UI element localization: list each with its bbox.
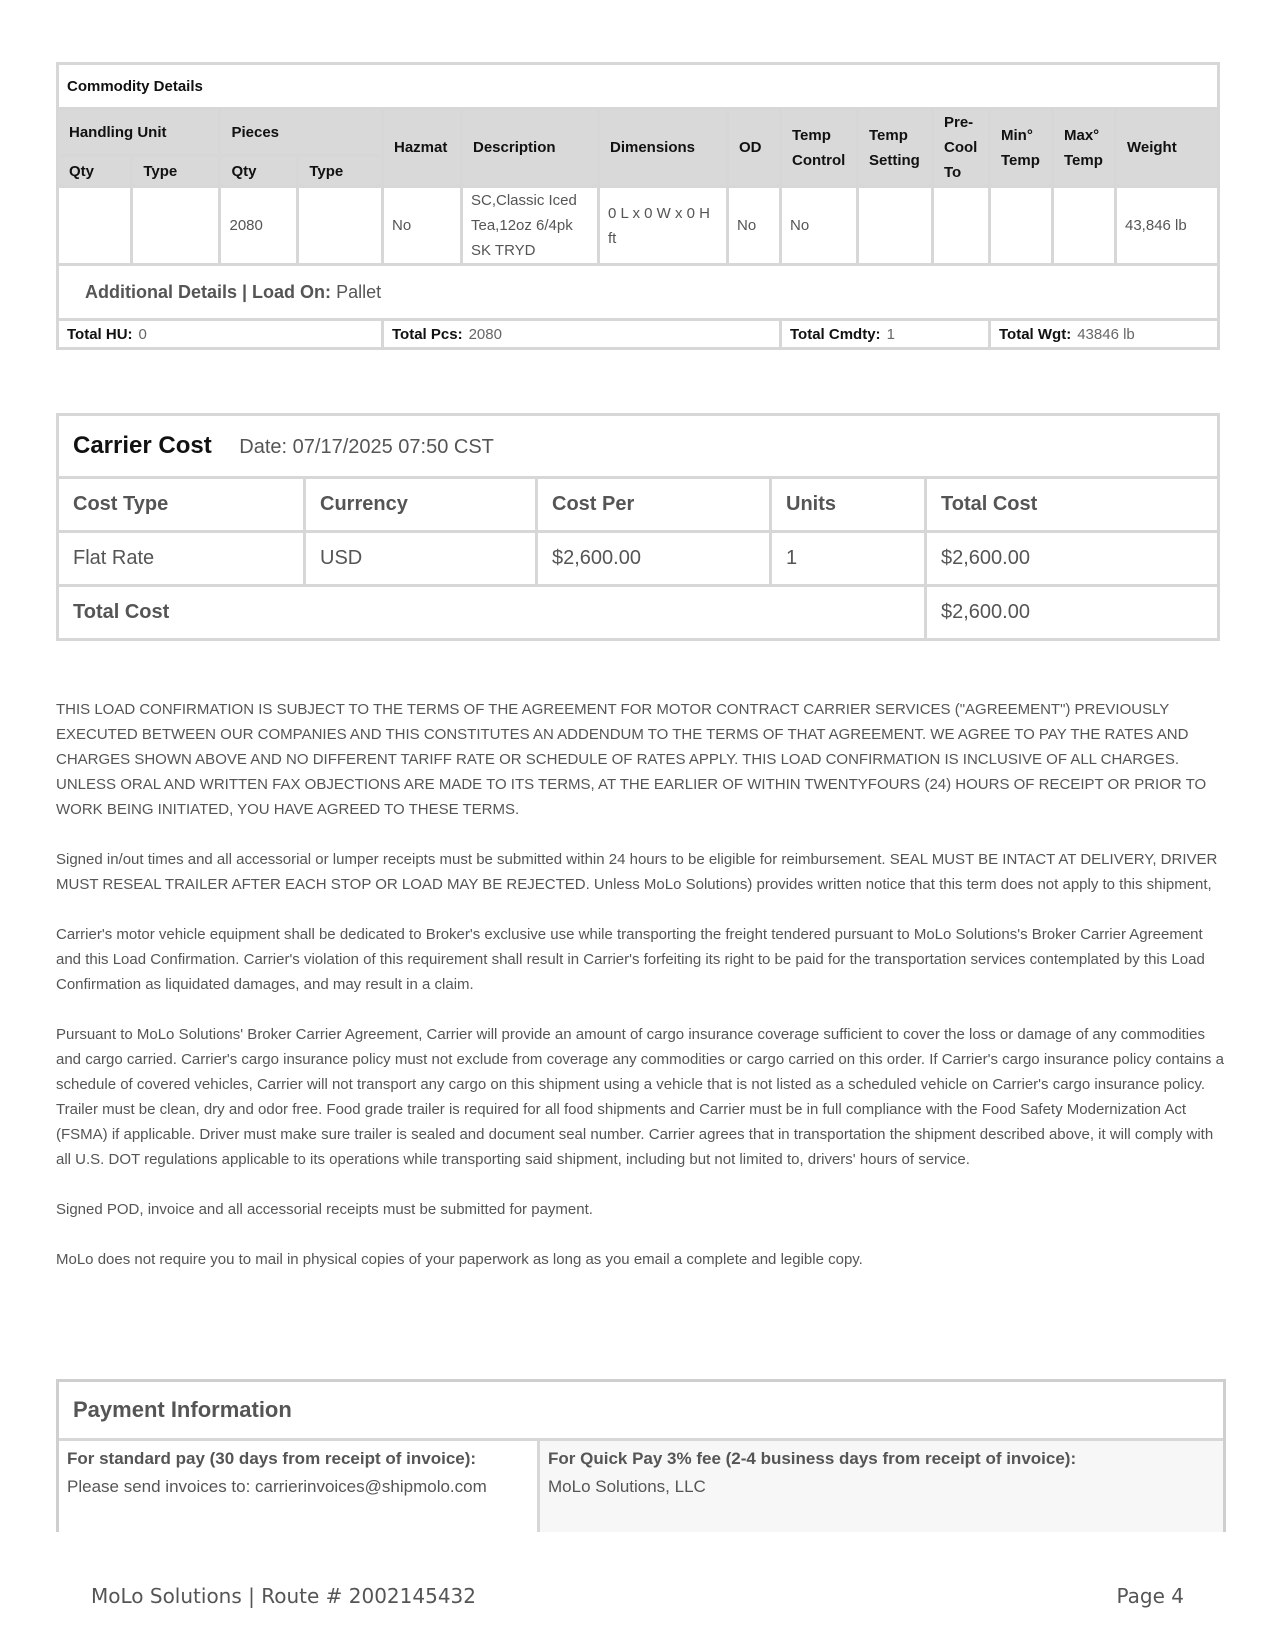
dimensions-cell: 0 L x 0 W x 0 H ft [599, 187, 728, 265]
additional-details-label: Additional Details | Load On: [85, 281, 332, 302]
temp-setting-header: Temp Setting [858, 109, 933, 187]
footer-route: MoLo Solutions | Route # 2002145432 [91, 1584, 476, 1608]
terms-paragraph: Carrier's motor vehicle equipment shall be dedicated to Broker's exclusive use while transporting the freight tendered pursuant to MoLo Solutions's Broker Carrier Agreement and this Load Confirmation. Carrier's violation of this requirement shall result in Carrier's forfeiting its right to be paid for the transportation services contemplated by this Load Confirmation as liquidated damages, and may result in a claim. [56, 926, 1205, 993]
terms-section [56, 697, 1226, 1297]
standard-pay-column [59, 1441, 540, 1532]
min-temp-cell [990, 187, 1053, 265]
min-temp-header: Min° Temp [990, 109, 1053, 187]
currency-cell: USD [305, 532, 537, 586]
units-header: Units [771, 478, 926, 532]
max-temp-cell [1053, 187, 1116, 265]
cost-type-cell: Flat Rate [58, 532, 305, 586]
cost-per-cell: $2,600.00 [537, 532, 771, 586]
footer-page-number: Page 4 [1116, 1584, 1184, 1608]
terms-paragraph: THIS LOAD CONFIRMATION IS SUBJECT TO THE TERMS OF THE AGREEMENT FOR MOTOR CONTRACT CARRIER SERVICES ("AGREEMENT") PREVIOUSLY EXECUTED BETWEEN OUR COMPANIES AND THIS CONSTITUTES AN ADDENDUM TO THE TERMS OF THAT AGREEMENT. WE AGREE TO PAY THE RATES AND CHARGES SHOWN ABOVE AND NO DIFFERENT TARIFF RATE OR SCHEDULE OF RATES APPLY. THIS LOAD CONFIRMATION IS INCLUSIVE OF ALL CHARGES. UNLESS ORAL AND WRITTEN FAX OBJECTIONS ARE MADE TO ITS TERMS, AT THE EARLIER OF WITHIN TWENTYFOURS (24) HOURS OF RECEIPT OR PRIOR TO WORK BEING INITIATED, YOU HAVE AGREED TO THESE TERMS. [56, 701, 1207, 818]
pre-cool-header: Pre-Cool To [933, 109, 990, 187]
max-temp-header: Max° Temp [1053, 109, 1116, 187]
quick-pay-text: MoLo Solutions, LLC [548, 1477, 706, 1496]
hu-qty-header: Qty [58, 156, 132, 187]
temp-setting-cell [858, 187, 933, 265]
cost-row [58, 532, 1219, 586]
quick-pay-label: For Quick Pay 3% fee (2-4 business days from receipt of invoice): [548, 1449, 1077, 1468]
terms-paragraph: Signed POD, invoice and all accessorial receipts must be submitted for payment. [56, 1201, 593, 1218]
hu-type-header: Type [132, 156, 220, 187]
weight-cell: 43,846 lb [1116, 187, 1219, 265]
pcs-type-cell [298, 187, 383, 265]
standard-pay-text: Please send invoices to: carrierinvoices@shipmolo.com [67, 1477, 487, 1496]
total-cmdty: Total Cmdty: 1 [781, 320, 990, 349]
hazmat-header: Hazmat [383, 109, 462, 187]
quick-pay-column [540, 1441, 1223, 1532]
cost-type-header: Cost Type [58, 478, 305, 532]
payment-title: Payment Information [59, 1382, 1223, 1441]
total-wgt: Total Wgt: 43846 lb [990, 320, 1219, 349]
weight-header: Weight [1116, 109, 1219, 187]
pieces-header: Pieces [220, 109, 383, 156]
total-cost-cell: $2,600.00 [926, 532, 1219, 586]
carrier-cost-date: Date: 07/17/2025 07:50 CST [239, 436, 494, 458]
total-cost-label: Total Cost [58, 586, 926, 640]
description-cell: SC,Classic Iced Tea,12oz 6/4pk SK TRYD [462, 187, 599, 265]
pcs-qty-cell: 2080 [220, 187, 298, 265]
pcs-qty-header: Qty [220, 156, 298, 187]
units-cell: 1 [771, 532, 926, 586]
temp-control-cell: No [781, 187, 858, 265]
terms-paragraph: Signed in/out times and all accessorial or lumper receipts must be submitted within 24 hours to be eligible for reimbursement. SEAL MUST BE INTACT AT DELIVERY, DRIVER MUST RESEAL TRAILER AFTER EACH STOP OR LOAD MAY BE REJECTED. Unless MoLo Solutions) provides written notice that this term does not apply to this shipment, [56, 851, 1218, 893]
total-pcs: Total Pcs: 2080 [383, 320, 781, 349]
commodity-row [58, 187, 1219, 265]
description-header: Description [462, 109, 599, 187]
payment-information [56, 1379, 1226, 1532]
terms-paragraph: Pursuant to MoLo Solutions' Broker Carrier Agreement, Carrier will provide an amount of cargo insurance coverage sufficient to cover the loss or damage of any commodities and cargo carried. Carrier's cargo insurance policy must not exclude from coverage any commodities or cargo carried on this order. If Carrier's cargo insurance policy contains a schedule of covered vehicles, Carrier will not transport any cargo on this shipment using a vehicle that is not listed as a scheduled vehicle on Carrier's cargo insurance policy. Trailer must be clean, dry and odor free. Food grade trailer is required for all food shipments and Carrier must be in full compliance with the Food Safety Modernization Act (FSMA) if applicable. Driver must make sure trailer is sealed and document seal number. Carrier agrees that in transportation the shipment described above, it will comply with all U.S. DOT regulations applicable to its operations while transporting said shipment, including but not limited to, drivers' hours of service. [56, 1026, 1224, 1168]
dimensions-header: Dimensions [599, 109, 728, 187]
pcs-type-header: Type [298, 156, 383, 187]
total-hu: Total HU: 0 [58, 320, 383, 349]
hu-type-cell [132, 187, 220, 265]
cost-per-header: Cost Per [537, 478, 771, 532]
standard-pay-label: For standard pay (30 days from receipt of invoice): [67, 1449, 477, 1468]
handling-unit-header: Handling Unit [58, 109, 220, 156]
terms-paragraph: MoLo does not require you to mail in physical copies of your paperwork as long as you email a complete and legible copy. [56, 1251, 863, 1268]
hu-qty-cell [58, 187, 132, 265]
commodity-table [56, 62, 1220, 350]
od-cell: No [728, 187, 781, 265]
commodity-title: Commodity Details [58, 64, 1219, 109]
currency-header: Currency [305, 478, 537, 532]
carrier-cost-title: Carrier Cost [73, 432, 212, 459]
load-on-value: Pallet [336, 281, 382, 302]
carrier-cost-header [58, 415, 1219, 478]
temp-control-header: Temp Control [781, 109, 858, 187]
carrier-cost-table [56, 413, 1220, 641]
hazmat-cell: No [383, 187, 462, 265]
od-header: OD [728, 109, 781, 187]
additional-details [58, 265, 1219, 320]
pre-cool-cell [933, 187, 990, 265]
total-cost-header: Total Cost [926, 478, 1219, 532]
total-cost-value: $2,600.00 [926, 586, 1219, 640]
